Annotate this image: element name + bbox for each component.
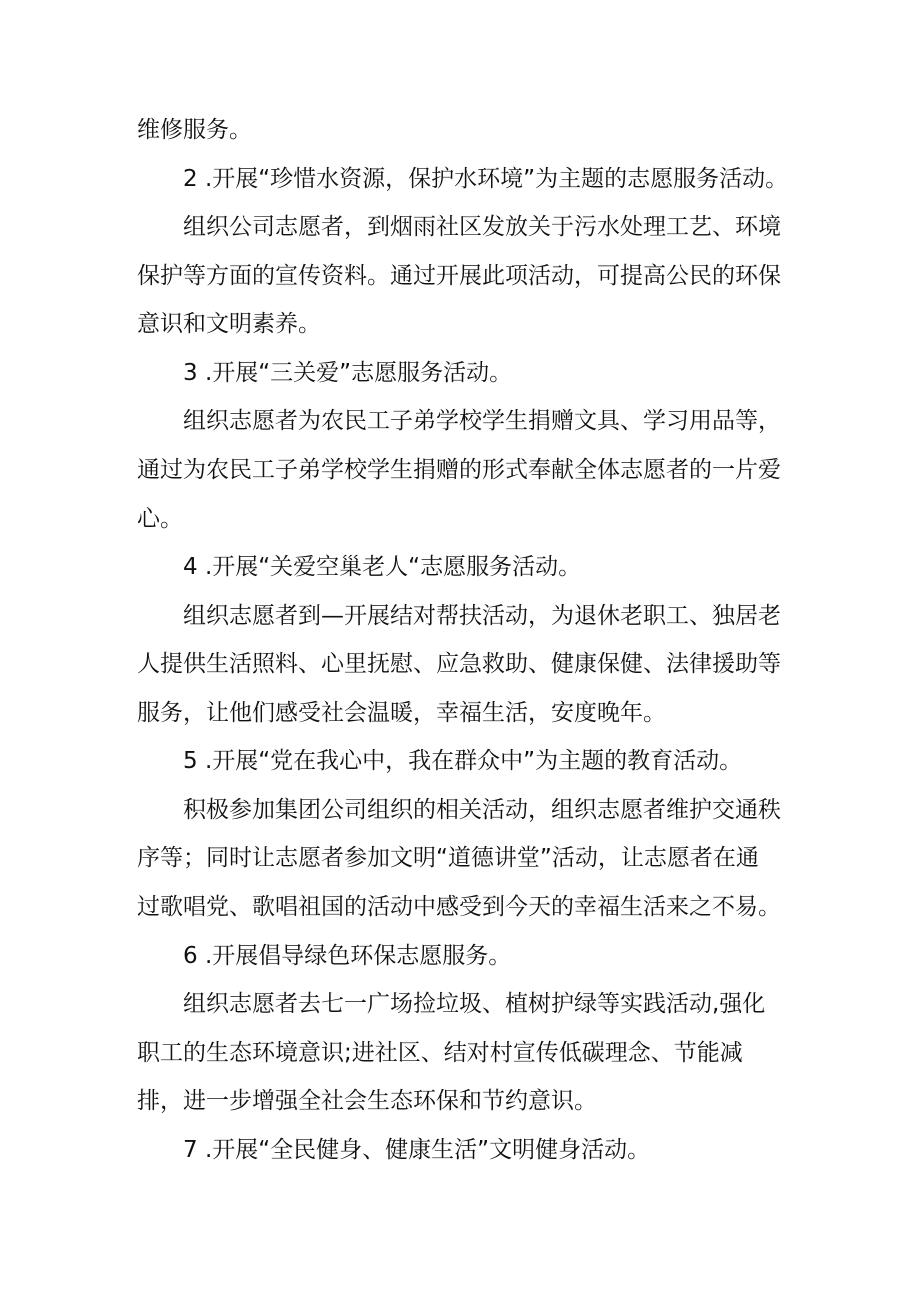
list-item-heading: 3 .开展“三关爱”志愿服务活动。 [183,359,513,386]
text-line: 保护等方面的宣传资料。通过开展此项活动，可提高公民的环保 [137,262,781,289]
text-line: 排，进一步增强全社会生态环保和节约意识。 [137,1088,597,1115]
text-line: 维修服务。 [137,117,252,143]
text-line: 组织志愿者为农民工子弟学校学生捐赠文具、学习用品等， [183,408,781,435]
text-line: 组织公司志愿者，到烟雨社区发放关于污水处理工艺、环境 [183,214,781,241]
list-item-heading: 5 .开展“党在我心中，我在群众中”为主题的教育活动。 [183,748,743,775]
text-line: 服务，让他们感受社会温暖，幸福生活，安度晚年。 [137,699,666,726]
text-line: 意识和文明素养。 [137,311,321,338]
list-item-heading: 7 .开展“全民健身、健康生活”文明健身活动。 [183,1136,651,1163]
text-line: 过歌唱党、歌唱祖国的活动中感受到今天的幸福生活来之不易。 [137,894,781,920]
text-line: 职工的生态环境意识;进社区、结对村宣传低碳理念、节能减 [137,1039,743,1066]
list-item-heading: 4 .开展“关爱空巢老人“志愿服务活动。 [183,554,582,581]
text-line: 组织志愿者到—开展结对帮扶活动，为退休老职工、独居老 [183,602,781,629]
text-line: 心。 [137,505,183,532]
list-item-heading: 6 .开展倡导绿色环保志愿服务。 [183,942,512,969]
text-line: 组织志愿者去七一广场捡垃圾、植树护绿等实践活动,强化 [183,991,766,1018]
list-item-heading: 2 .开展“珍惜水资源，保护水环境”为主题的志愿服务活动。 [183,165,789,192]
text-line: 积极参加集团公司组织的相关活动，组织志愿者维护交通秩 [183,796,781,823]
text-line: 序等；同时让志愿者参加文明“道德讲堂”活动，让志愿者在通 [137,845,759,872]
text-line: 通过为农民工子弟学校学生捐赠的形式奉献全体志愿者的一片爱 [137,456,781,483]
document-body [137,106,837,1174]
text-line: 人提供生活照料、心里抚慰、应急救助、健康保健、法律援助等 [137,651,781,678]
